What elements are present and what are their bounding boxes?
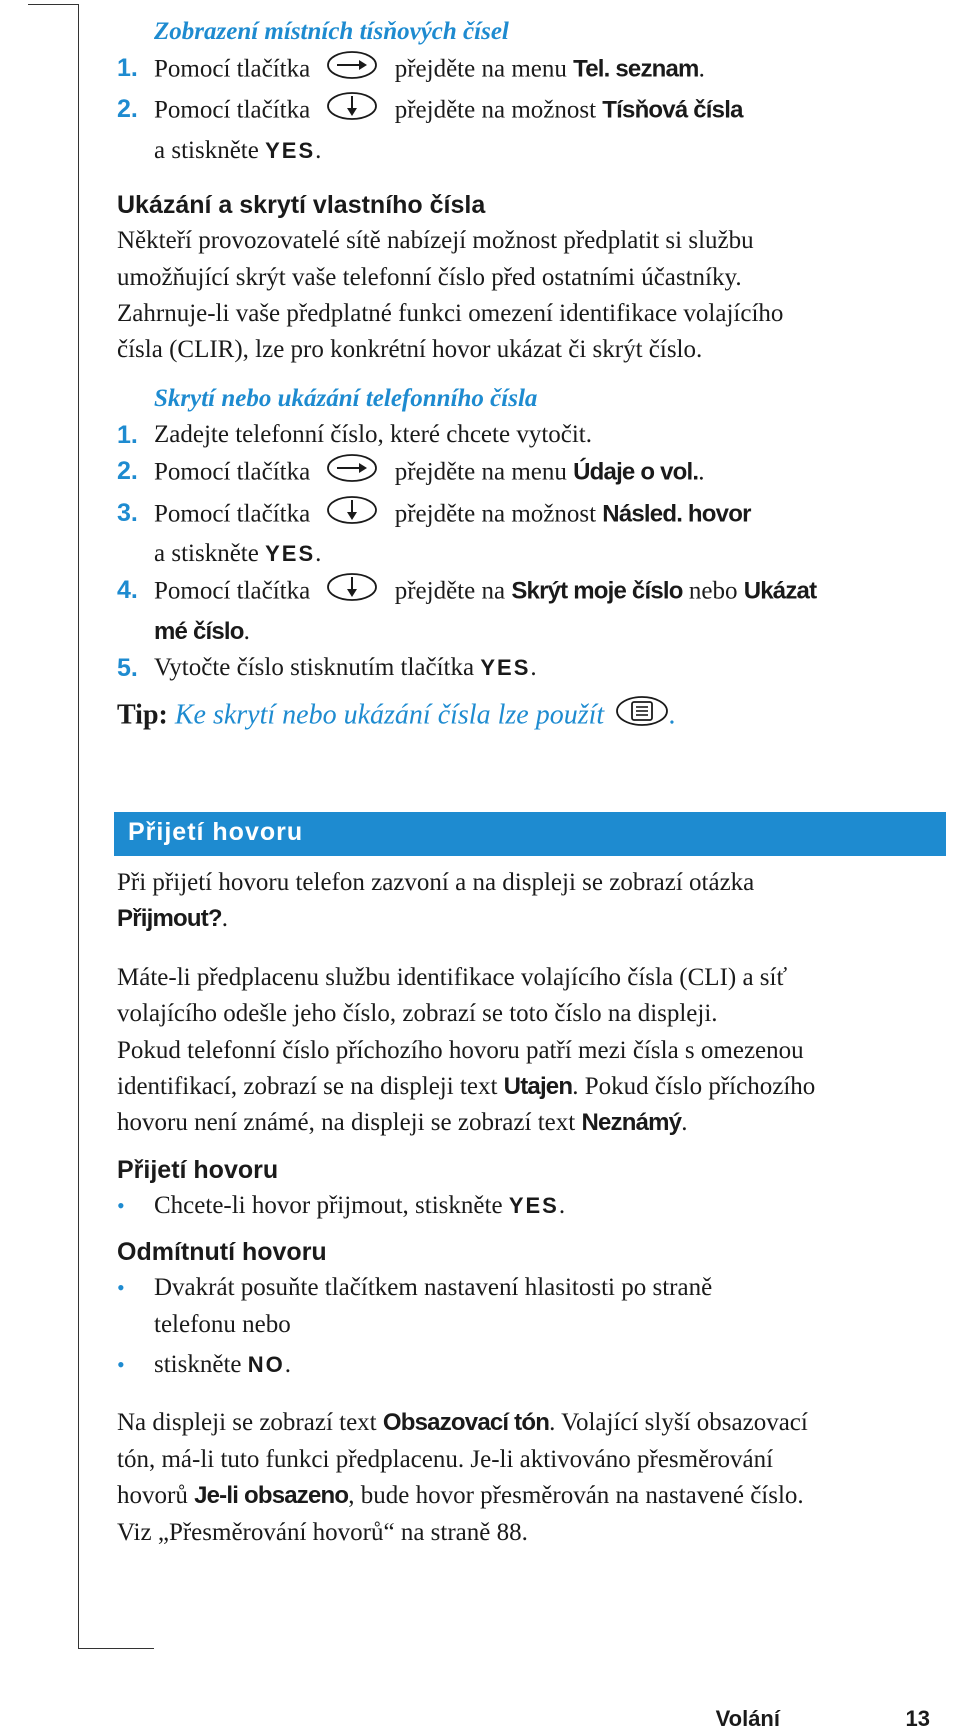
step-text [154,495,947,573]
step-item [117,50,947,91]
step-text-part: přejděte na menu [394,55,567,83]
key-yes: YES [265,137,316,163]
step-text [154,650,947,686]
step-text-part: a stiskněte [154,540,259,568]
banner-title: Přijetí hovoru [128,818,304,846]
paragraph-line: volajícího odešle jeho číslo, zobrazí se toto číslo na displeji. [117,1000,718,1028]
step-number: 3. [117,498,138,527]
paragraph-line [117,1069,947,1105]
step-number: 1. [117,54,138,82]
step-item [117,417,947,453]
bullet-text [154,1347,947,1383]
paragraph-line: Pokud telefonní číslo příchozího hovoru patří mezi čísla s omezenou [117,1036,804,1064]
step-text-part: nebo [688,577,738,605]
punct: . [558,1191,566,1219]
display-text-je-li-obsazeno: Je-li obsazeno [194,1482,349,1510]
bullet-text [154,1270,947,1343]
step-text-part: přejděte na [394,577,506,605]
paragraph-line: umožňující skrýt vaše telefonní číslo před ostatními účastníky. [117,263,742,291]
option-name-tisnova-cisla: Tísňová čísla [602,96,743,124]
text-part: , bude hovor přesměrován na nastavené číslo. [348,1482,804,1510]
punct: . [698,458,705,486]
bullet-item [117,1188,947,1224]
step-text-part: přejděte na možnost [394,500,597,528]
step-text-part: Pomocí tlačítka [154,458,311,486]
heading-reject-call: Odmítnutí hovoru [117,1238,327,1267]
text-part: Dvakrát posuňte tlačítkem nastavení hlasitosti po straně [154,1274,713,1302]
text-part: telefonu nebo [154,1310,291,1338]
menu-name-udaje-o-vol: Údaje o vol. [573,458,699,486]
text-part: Na displeji se zobrazí text [117,1409,377,1437]
tip-end: . [669,699,677,731]
paragraph-line [117,1478,947,1514]
step-number: 5. [117,654,138,683]
punct: . [698,55,705,83]
joystick-down-icon [326,91,378,132]
step-text-part: a stiskněte [154,136,259,164]
punct: . [284,1351,291,1379]
step-text-part: Vytočte číslo stisknutím tlačítka [154,654,475,682]
subheading-emergency: Zobrazení místních tísňových čísel [154,18,509,45]
text-part: Chcete-li hovor přijmout, stiskněte [154,1191,503,1219]
paragraph-line [117,1405,947,1441]
step-text-part: Pomocí tlačítka [154,577,311,605]
bullet-item [117,1270,947,1343]
key-yes: YES [265,541,316,567]
step-number: 2. [117,457,138,486]
display-text-prijmout: Přijmout? [117,905,222,933]
punct: . [681,1109,688,1137]
option-name-nasled-hovor: Násled. hovor [602,500,751,528]
page-content [117,14,947,739]
display-text-obsazovaci-ton: Obsazovací tón [382,1409,550,1437]
punct: . [243,617,250,645]
section-banner [114,812,946,856]
step-item [117,453,947,494]
joystick-down-icon [326,495,378,536]
paragraph-line: tón, má-li tuto funkci předplacenu. Je-li aktivováno přesměrování [117,1445,774,1473]
step-text [154,453,947,494]
step-text-part: Pomocí tlačítka [154,500,311,528]
step-item [117,572,947,650]
text-part: . Pokud číslo příchozího [572,1073,816,1101]
bullet-text [154,1188,947,1224]
heading-accept-call: Přijetí hovoru [117,1155,279,1184]
joystick-down-icon [326,572,378,613]
paragraph-line: Při přijetí hovoru telefon zazvoní a na displeji se zobrazí otázka [117,869,755,896]
option-name-ukazat: Ukázat [743,577,817,605]
step-text-part: přejděte na možnost [394,96,597,124]
joystick-right-icon [326,50,378,91]
punct: . [530,654,537,682]
tip-line [117,695,947,739]
paragraph-line: čísla (CLIR), lze pro konkrétní hovor ukázat či skrýt číslo. [117,336,703,364]
menu-name-tel-seznam: Tel. seznam [573,55,699,83]
text-part: identifikací, zobrazí se na displeji text [117,1073,498,1101]
paragraph-line: Viz „Přesměrování hovorů“ na straně 88. [117,1518,528,1546]
bullet-dot: • [117,1352,125,1378]
step-text [154,91,947,169]
step-number: 2. [117,95,138,124]
heading-show-hide-number: Ukázání a skrytí vlastního čísla [117,191,486,220]
punct: . [221,905,229,933]
step-text-part: přejděte na menu [394,458,567,486]
text-part: . Volající slyší obsazovací [549,1409,808,1437]
bullet-dot: • [117,1275,125,1301]
frame-line-top [28,4,79,5]
bullet-item [117,1347,947,1383]
tip-label: Tip: [117,699,168,731]
step-number: 1. [117,420,138,449]
step-text [154,572,947,650]
paragraph-line [117,901,947,937]
display-text-utajen: Utajen [503,1073,573,1101]
step-item [117,495,947,573]
page-number: 13 [905,1706,930,1731]
punct: . [315,136,322,164]
text-part: hovorů [117,1482,188,1510]
subheading-hide-show-number: Skrytí nebo ukázání telefonního čísla [154,384,538,412]
text-part: stiskněte [154,1351,242,1379]
footer-chapter-title: Volání [715,1706,780,1731]
joystick-right-icon [326,453,378,494]
paragraph-line: Zahrnuje-li vaše předplatné funkci omezení identifikace volajícího [117,300,784,328]
frame-line-bottom [78,1648,154,1649]
paragraph-line [117,1105,947,1141]
step-text: Zadejte telefonní číslo, které chcete vytočit. [154,420,593,448]
step-text-part: Pomocí tlačítka [154,55,311,83]
step-item [117,91,947,169]
option-name-skryt-moje-cislo: Skrýt moje číslo [511,577,683,605]
option-name-me-cislo: mé číslo [154,617,244,645]
display-text-neznamy: Neznámý [581,1109,682,1137]
key-yes: YES [508,1192,559,1218]
frame-line-vertical [78,4,79,1648]
key-yes: YES [480,655,531,681]
step-item [117,650,947,686]
step-text [154,50,947,91]
paragraph-line: Máte-li předplacenu službu identifikace volajícího čísla (CLI) a síť [117,963,788,991]
tip-text: Ke skrytí nebo ukázání čísla lze použít [174,699,605,731]
punct: . [315,540,322,568]
menu-key-icon [615,695,669,739]
text-part: hovoru není známé, na displeji se zobrazí text [117,1109,576,1137]
key-no: NO [247,1352,285,1378]
step-number: 4. [117,576,138,605]
paragraph-line: Někteří provozovatelé sítě nabízejí možnost předplatit si službu [117,227,754,255]
bullet-dot: • [117,1192,125,1218]
step-text-part: Pomocí tlačítka [154,96,311,124]
page-content-lower [117,865,947,1551]
